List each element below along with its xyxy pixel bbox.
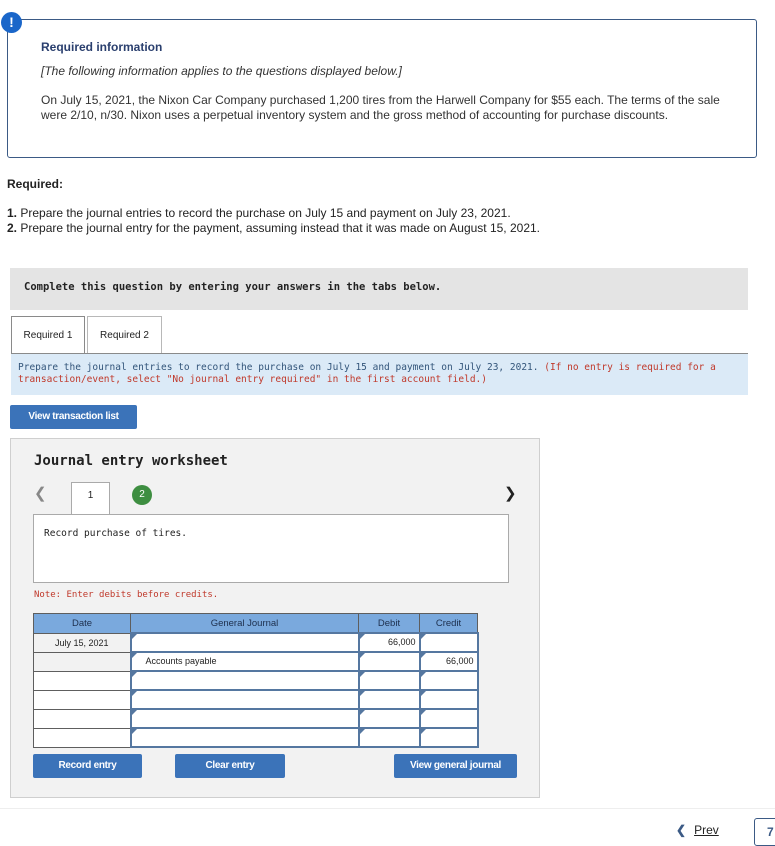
debit-field[interactable] — [359, 709, 420, 728]
table-row — [34, 690, 478, 709]
tab-required-2[interactable]: Required 2 — [87, 316, 162, 354]
account-field[interactable] — [131, 728, 359, 747]
chevron-right-icon[interactable]: ❯ — [504, 485, 517, 502]
credit-field[interactable] — [420, 728, 478, 747]
clear-entry-button[interactable]: Clear entry — [175, 754, 285, 778]
worksheet-page-1[interactable]: 1 — [71, 482, 110, 514]
credit-header: Credit — [420, 614, 478, 634]
date-cell[interactable] — [34, 728, 131, 747]
footer-divider — [0, 808, 775, 809]
tab-required-1[interactable]: Required 1 — [11, 316, 85, 354]
instruction-note: (If no entry is required for a transaction/event, select "No journal entry required" in the first account field.) — [18, 362, 716, 385]
date-cell[interactable] — [34, 652, 131, 671]
credit-field[interactable] — [420, 633, 478, 652]
table-row — [34, 728, 478, 747]
date-header: Date — [34, 614, 131, 634]
account-field[interactable] — [131, 633, 359, 652]
debit-field[interactable] — [359, 690, 420, 709]
required-item-number: 2. — [7, 221, 18, 235]
instruction-text — [18, 362, 738, 386]
credit-field[interactable]: 66,000 — [420, 652, 478, 671]
required-item — [7, 221, 540, 235]
account-field[interactable] — [131, 690, 359, 709]
required-item — [7, 206, 511, 220]
account-field[interactable] — [131, 709, 359, 728]
debits-credits-note: Note: Enter debits before credits. — [34, 590, 219, 600]
date-cell[interactable] — [34, 709, 131, 728]
journal-table — [33, 613, 479, 748]
record-description: Record purchase of tires. — [44, 528, 187, 539]
info-subtitle: [The following information applies to the questions displayed below.] — [41, 64, 402, 78]
table-row — [34, 652, 478, 671]
info-text: On July 15, 2021, the Nixon Car Company purchased 1,200 tires from the Harwell Company for $55 each. The terms of the sale were 2/10, n/30. Nixon uses a perpetual inventory system and the gross method of accounting for purchase discounts. — [41, 93, 720, 122]
credit-field[interactable] — [420, 709, 478, 728]
required-item-text: Prepare the journal entries to record the purchase on July 15 and payment on July 23, 2021. — [20, 206, 511, 220]
credit-field[interactable] — [420, 690, 478, 709]
worksheet-page-2[interactable]: 2 — [132, 485, 152, 505]
chevron-left-icon: ❮ — [676, 823, 687, 837]
instruction-main: Prepare the journal entries to record the purchase on July 15 and payment on July 23, 2021. — [18, 362, 539, 373]
complete-question-text: Complete this question by entering your answers in the tabs below. — [24, 281, 442, 293]
date-cell[interactable]: July 15, 2021 — [34, 633, 131, 652]
alert-icon: ! — [1, 12, 22, 33]
general-journal-header: General Journal — [131, 614, 359, 634]
debit-field[interactable] — [359, 728, 420, 747]
table-row — [34, 709, 478, 728]
table-row — [34, 633, 478, 652]
required-item-number: 1. — [7, 206, 18, 220]
date-cell[interactable] — [34, 671, 131, 690]
chevron-left-icon[interactable]: ❮ — [34, 485, 47, 502]
prev-label: Prev — [694, 823, 719, 837]
debit-field[interactable] — [359, 671, 420, 690]
required-item-text: Prepare the journal entry for the payment, assuming instead that it was made on August 15, 2021. — [20, 221, 541, 235]
debit-header: Debit — [359, 614, 420, 634]
credit-field[interactable] — [420, 671, 478, 690]
worksheet-title: Journal entry worksheet — [34, 453, 228, 469]
date-cell[interactable] — [34, 690, 131, 709]
account-field[interactable]: Accounts payable — [131, 652, 359, 671]
debit-field[interactable]: 66,000 — [359, 633, 420, 652]
record-description-box — [33, 514, 509, 583]
debit-field[interactable] — [359, 652, 420, 671]
account-field[interactable] — [131, 671, 359, 690]
view-transaction-list-button[interactable]: View transaction list — [10, 405, 137, 429]
view-general-journal-button[interactable]: View general journal — [394, 754, 517, 778]
record-entry-button[interactable]: Record entry — [33, 754, 142, 778]
next-page-button[interactable]: 7 — [754, 818, 775, 846]
prev-button[interactable] — [676, 823, 719, 837]
table-row — [34, 671, 478, 690]
info-title: Required information — [41, 40, 163, 54]
required-heading: Required: — [7, 177, 64, 191]
